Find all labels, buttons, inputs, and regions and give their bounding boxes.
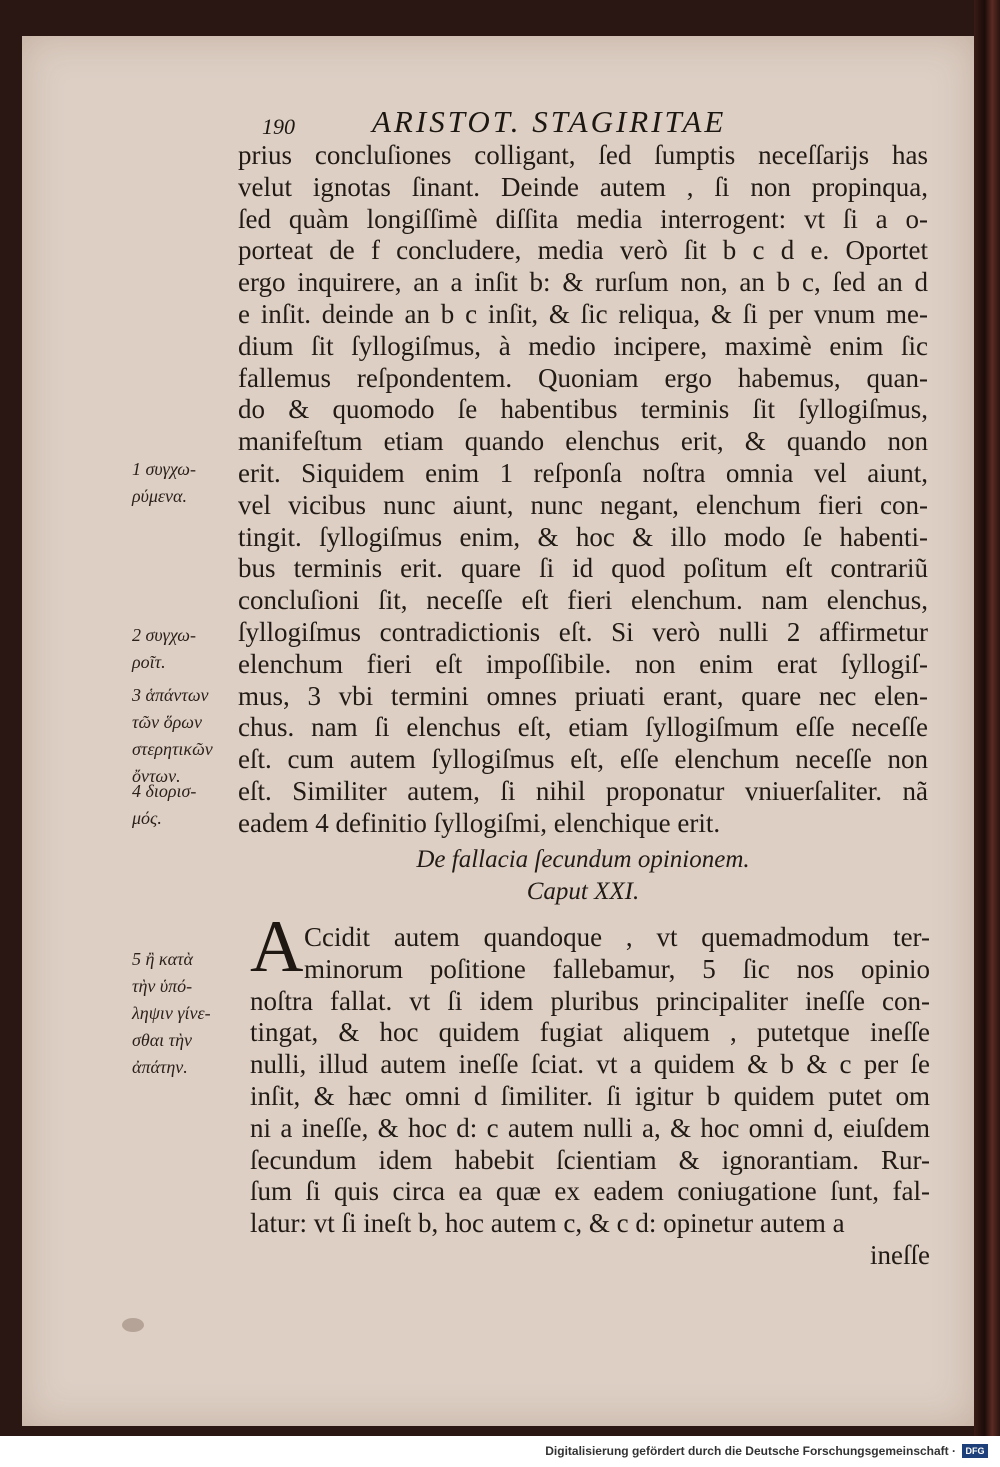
margin-note-line: 4 διορισ- <box>132 781 197 801</box>
text-line: concluſioni ſit, neceſſe eſt fieri elenchum. nam elenchus, <box>238 585 928 616</box>
text-line: erit. Siquidem enim 1 reſponſa noſtra omnia vel aiunt, <box>238 457 928 488</box>
text-line: dium ſit ſyllogiſmus, à medio incipere, maximè enim ſic <box>238 330 928 361</box>
text-line: ſecundum idem habebit ſcientiam & ignorantiam. Rur- <box>250 1144 930 1175</box>
text-line: nulli, illud autem ineſſe ſciat. vt a quidem & b & c per ſe <box>250 1049 930 1080</box>
text-line: latur: vt ſi ineſt b, hoc autem c, & c d: opinetur autem a <box>250 1208 845 1239</box>
ink-stain <box>122 1318 144 1332</box>
margin-note-line: 3 ἁπάντων <box>132 685 209 705</box>
margin-note-line: ὄντων. <box>132 766 181 786</box>
text-line: fallemus reſpondentem. Quoniam ergo habemus, quan- <box>238 362 928 393</box>
text-line: eadem 4 definitio ſyllogiſmi, elenchique erit. <box>238 807 721 838</box>
margin-note-line: ρύμενα. <box>132 486 187 506</box>
margin-note-line: ἀπάτην. <box>132 1057 188 1077</box>
text-line: e inſit. deinde an b c inſit, & ſic reliqua, & ſi per vnum me- <box>238 298 928 329</box>
book-spine <box>974 0 1000 1436</box>
margin-note-line: 2 συγχω- <box>132 625 196 645</box>
text-line: eſt. Similiter autem, ſi nihil proponatur vniuerſaliter. nã <box>238 775 928 806</box>
chapter-heading: Caput XXI. <box>526 878 640 905</box>
footer-bar <box>0 1436 1000 1467</box>
text-line: ergo inquirere, an a inſit b: & rurſum non, an b c, ſed an d <box>238 267 928 298</box>
text-line: ſum ſi quis circa ea quæ ex eadem coniugatione ſunt, fal- <box>250 1176 930 1207</box>
text-line: tingit. ſyllogiſmus enim, & hoc & illo modo ſe habenti- <box>238 521 928 552</box>
text-line: eſt. cum autem ſyllogiſmus eſt, eſſe elenchum neceſſe non <box>238 744 928 775</box>
main-text-block-1 <box>238 140 928 840</box>
text-line: Ccidit autem quandoque , vt quemadmodum ter- <box>304 922 930 952</box>
section-heading: De fallacia ſecundum opinionem. <box>416 846 750 873</box>
text-line: noſtra fallat. vt ſi idem pluribus principaliter ineſſe con- <box>250 985 930 1016</box>
page-header <box>262 104 850 144</box>
text-line: ni a ineſſe, & hoc d: c autem nulli a, & hoc omni d, eiuſdem <box>250 1112 930 1143</box>
text-line: ſyllogiſmus contradictionis eſt. Si verò nulli 2 affirmetur <box>238 616 928 647</box>
dfg-logo: DFG <box>962 1444 988 1458</box>
margin-note-4 <box>132 778 238 832</box>
text-line: do & quomodo ſe habentibus terminis ſit ſyllogiſmus, <box>238 394 928 425</box>
text-line: chus. nam ſi elenchus eſt, etiam ſyllogiſmum eſſe neceſſe <box>238 712 928 743</box>
margin-note-line: μός. <box>132 808 162 828</box>
margin-note-3 <box>132 682 238 790</box>
main-text-block-2 <box>250 922 930 1272</box>
margin-note-2 <box>132 622 238 676</box>
drop-cap: A <box>250 906 304 988</box>
text-line: prius concluſiones colligant, ſed ſumptis neceſſarijs has <box>238 140 928 170</box>
text-line: elenchum fieri eſt impoſſibile. non enim erat ſyllogiſ- <box>238 648 928 679</box>
text-line: vel vicibus nunc aiunt, nunc negant, elenchum fieri con- <box>238 489 928 520</box>
page-number: 190 <box>262 114 295 139</box>
text-line: mus, 3 vbi termini omnes priuati erant, quare nec elen- <box>238 680 928 711</box>
margin-note-line: στερητικῶν <box>132 739 213 759</box>
text-line: minorum poſitione fallebamur, 5 ſic nos opinio <box>304 953 930 984</box>
text-line: bus terminis erit. quare ſi id quod poſitum eſt contrariũ <box>238 553 928 584</box>
margin-note-line: τὴν ὑπό- <box>132 976 193 996</box>
running-head: ARISTOT. STAGIRITAE <box>372 104 727 139</box>
text-line: manifeſtum etiam quando elenchus erit, & quando non <box>238 426 928 457</box>
margin-note-line: ροῖτ. <box>132 652 166 672</box>
margin-note-line: 1 συγχω- <box>132 459 196 479</box>
margin-note-1 <box>132 456 238 510</box>
catchword: ineſſe <box>870 1239 930 1270</box>
text-line: porteat de f concludere, media verò ſit b c d e. Oportet <box>238 235 928 266</box>
funding-credit: Digitalisierung gefördert durch die Deutsche Forschungsgemeinschaft · <box>545 1444 956 1458</box>
text-line: velut ignotas ſinant. Deinde autem , ſi non propinqua, <box>238 171 928 202</box>
margin-note-line: 5 ἢ κατὰ <box>132 949 193 969</box>
margin-note-line: ληψιν γίνε- <box>132 1003 211 1023</box>
margin-note-line: σθαι τὴν <box>132 1030 193 1050</box>
margin-note-line: τῶν ὅρων <box>132 712 202 732</box>
text-line: inſit, & hæc omni d ſimiliter. ſi igitur b quidem putet om <box>250 1080 930 1111</box>
text-line: tingat, & hoc quidem fugiat aliquem , putetque ineſſe <box>250 1017 930 1048</box>
margin-note-5 <box>132 946 238 1081</box>
text-line: ſed quàm longiſſimè diſſita media interrogent: vt ſi a o- <box>238 203 928 234</box>
